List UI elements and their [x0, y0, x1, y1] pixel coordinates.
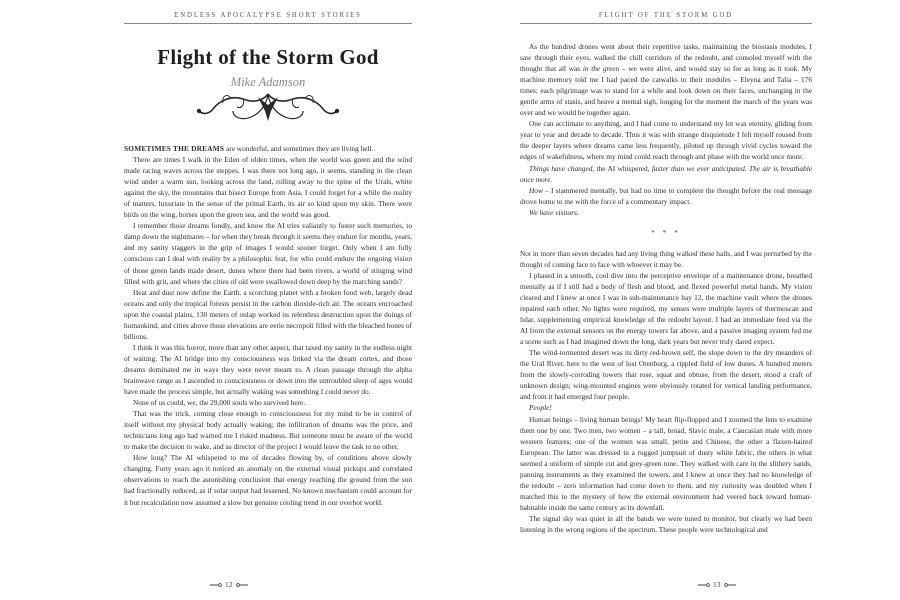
paragraph: I remember those dreams fondly, and know the AI tries valiantly to foster such memories, to damp down the nightmares – for when they break through it seems they endure for months, years, and my sanity staggers in the grip of images I would sooner forget. Only when I am fully conscious can I deal with reality by a philosophic feat, for who could endure the ongoing vision of those green lands made desert, dunes where there had been rivers, a world of stinging wind filled with grit, and where the cities of old were swallowed down deep by the marching sands? [124, 221, 412, 286]
paragraph: There are times I walk in the Eden of olden times, when the world was green and the wind made racing waves across the steppes. I was there not long ago, it seems, standing in the clean wind under a warm sun, looking across the land, rolling away to the spine of the Urals, white against the sky, the mountains that bisect Europe from Asia. I could forget for a while the reality of matters, luxuriate in the sense of the primal Earth, its air so kind upon my skin. There were birds on the wing, horses upon the green sea, and the world was good. [124, 155, 412, 220]
emphasis: Things have changed, [529, 163, 595, 173]
paragraph: How long? The AI whispered to me of decades flowing by, of conditions above slowly changing. Forty years ago it noticed an anomaly on the external visual pickups and correlated observations to reach the astonishing conclusion that energy reaching the ground from the sun had fractionally reduced, as if solar output had lessened. No known mechanism could account for it but recalculation now assumed a slow but genuine cooling trend in our overhot world. [124, 453, 412, 507]
paragraph: Human beings – living human beings! My heart flip-flopped and I zoomed the lens to examine them one by one. Two men, two women – a tall, broad, Slavic male, a Caucasian male with more western features; one of the women was small, petite and Chinese, the other a flaxen-haired European. The latter was dressed in a rugged jumpsuit of dusty white fabric, the others in what seemed a uniform of simple cut and grey-green tone. They walked with care in the slithery sands, panning instruments as they examined the towers, and I knew at once they had no knowledge of the redoubt – zero information had come down to them, and my curiosity was doubled when I matched this to the mystery of how the external environment had veered back toward human-habitable inside the same century as its downfall. [520, 414, 812, 512]
author-name: Mike Adamson [230, 75, 306, 89]
paragraph: The wind-tormented desert was its dirty red-brown self, the slope down to the dry meanders of the Ural River, here to the west of lost Orenburg, a rippled field of low dunes. A hundred meters from the slowly-corroding towers that rose, squat and obtuse, from the desert, stood a craft of unknown design; wing-mounted engines were obviously rotated for vertical landing performance, and from it had emerged four people. [520, 348, 812, 402]
page-number-right [698, 580, 736, 589]
right-page [450, 0, 900, 600]
emphasis: We have visitors. [529, 207, 579, 217]
paragraph [520, 207, 812, 218]
opening-rest: are wonderful, and sometimes they are living hell. [224, 144, 374, 153]
flourish-ornament-icon [183, 91, 353, 125]
paragraph [520, 402, 812, 413]
folio-ornament-icon [210, 582, 222, 588]
text-run: As the hundred drones went about their repetitive tasks, maintaining the biostasis modules, I saw through their eyes, walked the chill corridors of the redoubt, and consoled myself with the thought that all was [520, 42, 812, 74]
emphasis: People! [529, 403, 552, 413]
running-head-right: FLIGHT OF THE STORM GOD [520, 12, 812, 24]
paragraph [520, 185, 812, 207]
folio-ornament-icon [724, 582, 736, 588]
title-block [124, 45, 412, 125]
paragraph [520, 41, 812, 118]
story-title: Flight of the Storm God [157, 45, 379, 69]
opening-caps: SOMETIMES THE DREAMS [124, 144, 225, 153]
scene-break: * * * [651, 227, 681, 237]
text-run: the AI whispered, [594, 163, 652, 173]
paragraph: Heat and dust now define the Earth, a scorching planet with a broken food web, largely dead oceans and only the tropical forests persist in the carbon dioxide-rich air. The oceans encroached upon the coastal plains, 130 meters of onlap worked its relentless destruction upon the doings of humankind, and cities above those elevations are eerie necropoli filled with the bleached bones of billions. [124, 287, 412, 341]
text-run: – I stammered mentally, but had no time to complete the thought before the real message drove home to me with the force of a commentary impact. [520, 185, 812, 206]
paragraph: None of us could, we, the 29,000 souls who survived here. [133, 398, 306, 408]
paragraph: One can acclimate to anything, and I had come to understand my lot was eternity, gliding from year to year and decade to decade. Thus it was with strange disquietude I felt myself roused from the deeper layers where dreams came less frequently, piloted up through vivid cycles toward the edges of wakefulness, where my mind could reach through and phase with the world once more. [520, 119, 812, 162]
page-number-left [210, 580, 248, 589]
running-head-left: ENDLESS APOCALYPSE SHORT STORIES [124, 12, 412, 24]
page-number: 13 [713, 580, 721, 589]
folio-ornament-icon [236, 582, 248, 588]
text-run: – we were alive, and would stay so for as long as it took. My machine memory told me I had paced the catwalks to their modules – Eleyna and Talia – 176 times; each pilgrimage was to stand for a while and look down on their faces, unchanging in the gentle arms of stasis, and heave a mental sigh, longing for the moment the march of the years was over and we would be together again. [520, 64, 812, 118]
right-body-text [520, 41, 812, 535]
paragraph: Not in more than seven decades had any living thing walked these halls, and I was perturbed by the thought of coming face to face with whoever it may be. [520, 248, 812, 269]
paragraph: That was the trick, coming close enough to consciousness for my mind to be in control of itself without my physical body actually waking; the infiltration of dreams was the price, and technicians long ago had warned me I risked madness. But someone must be aware of the world to make the decision to wake, and as director of the project I would leave the task to no other. [124, 409, 412, 452]
page-number: 12 [225, 580, 233, 589]
emphasis: in the green [582, 64, 620, 74]
opening-paragraph [124, 143, 412, 154]
paragraph: I phased in a smooth, cool dive into the perceptive envelope of a maintenance drone, breathed mentally as if I still had a body of flesh and blood, and flexed powerful metal hands. My vision cleared and I knew at once I was in sub-maintenance bay 12, the machine vault where the drones repaired each other. No lights were required, my senses were multiple layers of thermoscan and lidar, supplementing empirical knowledge of the redoubt layout. I had an immediate feed via the AI from the external sensors on the energy towers far above, and a passive imaging system fed me a scene such as I had imagined down the long, dark years but never truly dared expect. [520, 270, 812, 347]
emphasis: How [529, 185, 543, 195]
paragraph: The signal sky was quiet in all the bands we were tuned to monitor, but clearly we had been listening in the wrong regions of the spectrum. These people were technological and [520, 513, 812, 534]
paragraph: I think it was this horror, more than any other aspect, that taxed my sanity in the endless night of waiting. The AI bridge into my consciousness was linked via the dream cortex, and those dreams dominated me in ways they were never meant to. A clean passage through the alpha brainwave range as I ascended to consciousness or down into the untroubled sleep of ages would have made the process simple, but actually waking was something I could never do. [124, 342, 412, 397]
emphasis: faster than we ever anticipated. The air is breathable once more. [520, 163, 812, 184]
paragraph [520, 163, 812, 185]
left-body-text [124, 143, 412, 508]
folio-ornament-icon [698, 582, 710, 588]
